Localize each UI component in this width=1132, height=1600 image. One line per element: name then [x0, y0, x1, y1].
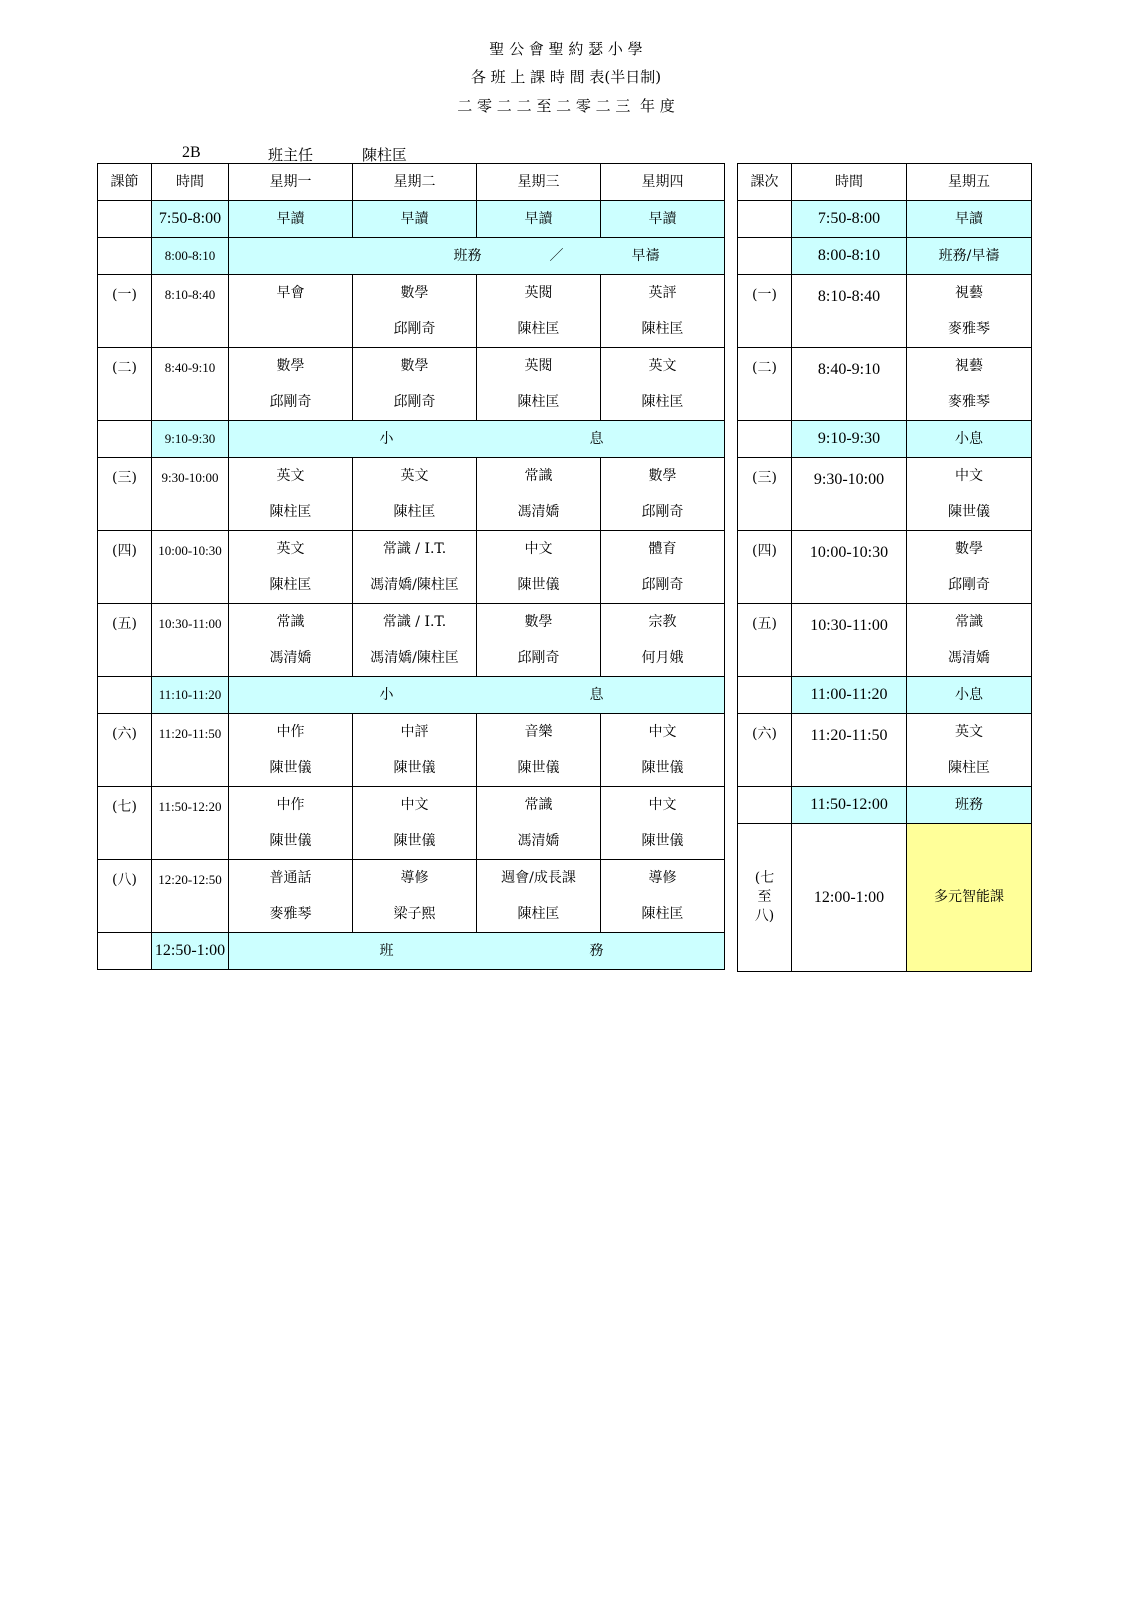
wed-subject: 英閱 — [477, 348, 601, 385]
header-time: 時間 — [792, 164, 907, 201]
header-row — [98, 164, 725, 201]
merged-cell — [229, 933, 725, 970]
time-cell: 10:30-11:00 — [152, 604, 229, 677]
table-row — [98, 458, 725, 495]
time-cell: 11:20-11:50 — [792, 714, 907, 787]
table-row — [738, 238, 1032, 275]
period-cell — [738, 238, 792, 275]
time-cell: 8:10-8:40 — [152, 275, 229, 348]
fri-cell: 班務 — [907, 787, 1032, 824]
header-fri: 星期五 — [907, 164, 1032, 201]
merged-cell — [229, 677, 725, 714]
time-cell: 10:00-10:30 — [152, 531, 229, 604]
table-row — [738, 787, 1032, 824]
period-cell: (八) — [98, 860, 152, 933]
tue-subject: 常識 / I.T. — [353, 531, 477, 568]
tue-teacher: 陳世儀 — [353, 750, 477, 787]
table-row — [738, 824, 1032, 972]
time-cell: 10:00-10:30 — [792, 531, 907, 604]
header-row — [738, 164, 1032, 201]
time-cell: 11:10-11:20 — [152, 677, 229, 714]
mon-subject: 中作 — [229, 787, 353, 824]
tue-subject: 數學 — [353, 275, 477, 312]
mon-subject: 中作 — [229, 714, 353, 751]
mon-subject: 常識 — [229, 604, 353, 641]
tue-teacher: 邱剛奇 — [353, 311, 477, 348]
merged-text-a: 班 — [379, 942, 394, 959]
time-cell: 8:10-8:40 — [792, 275, 907, 348]
time-cell: 12:00-1:00 — [792, 824, 907, 972]
thu-subject: 宗教 — [601, 604, 725, 641]
table-row — [98, 933, 725, 970]
wed-cell: 早讀 — [477, 201, 601, 238]
merged-text-a: 班務 — [453, 247, 482, 264]
table-row — [738, 604, 1032, 641]
fri-teacher: 麥雅琴 — [907, 384, 1032, 421]
mon-subject: 數學 — [229, 348, 353, 385]
thu-subject: 中文 — [601, 787, 725, 824]
time-cell: 9:30-10:00 — [792, 458, 907, 531]
merged-text-b: 息 — [589, 430, 604, 447]
merged-text-b: ／ — [549, 247, 564, 264]
tue-subject: 英文 — [353, 458, 477, 495]
thu-subject: 數學 — [601, 458, 725, 495]
table-row — [738, 201, 1032, 238]
period-cell: (六) — [98, 714, 152, 787]
fri-subject: 英文 — [907, 714, 1032, 751]
fri-teacher: 陳世儀 — [907, 494, 1032, 531]
merged-cell — [229, 421, 725, 458]
merged-text-a: 小 — [379, 430, 394, 447]
table-row — [738, 348, 1032, 385]
wed-subject: 常識 — [477, 458, 601, 495]
fri-cell: 小息 — [907, 677, 1032, 714]
time-cell: 10:30-11:00 — [792, 604, 907, 677]
fri-subject: 常識 — [907, 604, 1032, 641]
fri-cell: 多元智能課 — [907, 824, 1032, 972]
fri-subject: 數學 — [907, 531, 1032, 568]
mon-teacher: 馮清嬌 — [229, 640, 353, 677]
mon-cell: 早讀 — [229, 201, 353, 238]
timetable-title: 各 班 上 課 時 間 表(半日制) — [470, 68, 662, 86]
merged-text-b: 務 — [589, 942, 604, 959]
table-row — [98, 421, 725, 458]
tue-teacher: 邱剛奇 — [353, 384, 477, 421]
teacher-label: 班主任 — [268, 146, 314, 164]
mon-subject: 早會 — [229, 275, 353, 312]
time-cell: 11:00-11:20 — [792, 677, 907, 714]
time-cell: 11:50-12:00 — [792, 787, 907, 824]
period-cell: (四) — [738, 531, 792, 604]
school-name: 聖 公 會 聖 約 瑟 小 學 — [489, 40, 643, 58]
mon-subject: 英文 — [229, 458, 353, 495]
period-text: 至 — [757, 889, 772, 906]
time-cell: 12:50-1:00 — [152, 933, 229, 970]
thu-cell: 早讀 — [601, 201, 725, 238]
mon-teacher — [229, 311, 353, 348]
header-mon: 星期一 — [229, 164, 353, 201]
merged-text-a: 小 — [379, 686, 394, 703]
period-cell — [738, 677, 792, 714]
fri-subject: 視藝 — [907, 348, 1032, 385]
period-cell — [738, 787, 792, 824]
thu-teacher: 陳柱匡 — [601, 311, 725, 348]
mon-subject: 英文 — [229, 531, 353, 568]
tue-teacher: 陳世儀 — [353, 823, 477, 860]
tue-teacher: 梁子熙 — [353, 896, 477, 933]
time-cell: 8:40-9:10 — [152, 348, 229, 421]
table-row — [738, 275, 1032, 312]
period-cell: (七) — [98, 787, 152, 860]
table-row — [98, 787, 725, 824]
period-cell — [98, 201, 152, 238]
period-text: 八) — [754, 907, 775, 924]
timetable-mon-thu — [97, 163, 725, 970]
wed-teacher: 馮清嬌 — [477, 494, 601, 531]
fri-teacher: 馮清嬌 — [907, 640, 1032, 677]
tue-cell: 早讀 — [353, 201, 477, 238]
tue-subject: 中文 — [353, 787, 477, 824]
mon-teacher: 麥雅琴 — [229, 896, 353, 933]
period-cell: (二) — [98, 348, 152, 421]
tue-teacher: 馮清嬌/陳柱匡 — [353, 640, 477, 677]
time-cell: 9:10-9:30 — [792, 421, 907, 458]
table-row — [738, 714, 1032, 751]
mon-teacher: 陳世儀 — [229, 750, 353, 787]
wed-subject: 音樂 — [477, 714, 601, 751]
thu-teacher: 陳世儀 — [601, 823, 725, 860]
merged-text-b: 息 — [589, 686, 604, 703]
fri-teacher: 陳柱匡 — [907, 750, 1032, 787]
wed-subject: 英閱 — [477, 275, 601, 312]
fri-subject: 中文 — [907, 458, 1032, 495]
thu-teacher: 邱剛奇 — [601, 567, 725, 604]
header-time: 時間 — [152, 164, 229, 201]
table-row — [98, 238, 725, 275]
mon-teacher: 陳世儀 — [229, 823, 353, 860]
tue-subject: 導修 — [353, 860, 477, 897]
time-cell: 8:40-9:10 — [792, 348, 907, 421]
wed-teacher: 陳世儀 — [477, 567, 601, 604]
fri-cell: 班務/早禱 — [907, 238, 1032, 275]
fri-cell: 小息 — [907, 421, 1032, 458]
table-row — [738, 677, 1032, 714]
time-cell: 9:10-9:30 — [152, 421, 229, 458]
wed-subject: 中文 — [477, 531, 601, 568]
time-cell: 11:20-11:50 — [152, 714, 229, 787]
tue-teacher: 陳柱匡 — [353, 494, 477, 531]
period-cell — [738, 421, 792, 458]
mon-teacher: 邱剛奇 — [229, 384, 353, 421]
header-wed: 星期三 — [477, 164, 601, 201]
period-cell: (三) — [98, 458, 152, 531]
period-cell — [98, 421, 152, 458]
table-row — [98, 604, 725, 641]
header-thu: 星期四 — [601, 164, 725, 201]
period-cell — [98, 677, 152, 714]
fri-teacher: 邱剛奇 — [907, 567, 1032, 604]
merged-text-c: 早禱 — [631, 247, 660, 264]
period-cell: (五) — [738, 604, 792, 677]
thu-teacher: 邱剛奇 — [601, 494, 725, 531]
fri-teacher: 麥雅琴 — [907, 311, 1032, 348]
table-row — [98, 201, 725, 238]
mon-teacher: 陳柱匡 — [229, 567, 353, 604]
thu-subject: 英評 — [601, 275, 725, 312]
time-cell: 8:00-8:10 — [792, 238, 907, 275]
thu-teacher: 何月娥 — [601, 640, 725, 677]
table-row — [98, 677, 725, 714]
thu-teacher: 陳柱匡 — [601, 896, 725, 933]
wed-subject: 週會/成長課 — [477, 860, 601, 897]
school-year: 二 零 二 二 至 二 零 二 三 年 度 — [457, 97, 675, 115]
table-row — [98, 531, 725, 568]
timetable-fri — [737, 163, 1032, 972]
header-period: 課節 — [98, 164, 152, 201]
period-cell: (六) — [738, 714, 792, 787]
tue-subject: 數學 — [353, 348, 477, 385]
wed-teacher: 陳柱匡 — [477, 896, 601, 933]
time-cell: 11:50-12:20 — [152, 787, 229, 860]
wed-teacher: 陳世儀 — [477, 750, 601, 787]
wed-subject: 數學 — [477, 604, 601, 641]
time-cell: 7:50-8:00 — [152, 201, 229, 238]
period-cell — [738, 201, 792, 238]
table-row — [98, 860, 725, 897]
period-cell — [98, 238, 152, 275]
thu-subject: 體育 — [601, 531, 725, 568]
period-cell: (二) — [738, 348, 792, 421]
period-cell: (一) — [98, 275, 152, 348]
period-cell — [98, 933, 152, 970]
period-cell: (四) — [98, 531, 152, 604]
mon-teacher: 陳柱匡 — [229, 494, 353, 531]
time-cell: 8:00-8:10 — [152, 238, 229, 275]
thu-teacher: 陳柱匡 — [601, 384, 725, 421]
thu-teacher: 陳世儀 — [601, 750, 725, 787]
thu-subject: 中文 — [601, 714, 725, 751]
table-row — [98, 714, 725, 751]
table-row — [738, 531, 1032, 568]
table-row — [738, 458, 1032, 495]
wed-teacher: 陳柱匡 — [477, 384, 601, 421]
wed-teacher: 陳柱匡 — [477, 311, 601, 348]
table-row — [98, 348, 725, 385]
tue-subject: 常識 / I.T. — [353, 604, 477, 641]
period-cell: (一) — [738, 275, 792, 348]
thu-subject: 英文 — [601, 348, 725, 385]
period-cell: (三) — [738, 458, 792, 531]
period-cell: (五) — [98, 604, 152, 677]
teacher-name: 陳柱匡 — [362, 146, 408, 164]
table-row — [738, 421, 1032, 458]
period-text: (七 — [754, 870, 775, 887]
period-cell — [738, 824, 792, 972]
fri-cell: 早讀 — [907, 201, 1032, 238]
wed-subject: 常識 — [477, 787, 601, 824]
merged-cell — [229, 238, 725, 275]
class-name: 2B — [182, 144, 201, 161]
wed-teacher: 馮清嬌 — [477, 823, 601, 860]
mon-subject: 普通話 — [229, 860, 353, 897]
wed-teacher: 邱剛奇 — [477, 640, 601, 677]
tue-teacher: 馮清嬌/陳柱匡 — [353, 567, 477, 604]
fri-subject: 視藝 — [907, 275, 1032, 312]
thu-subject: 導修 — [601, 860, 725, 897]
tue-subject: 中評 — [353, 714, 477, 751]
header-period: 課次 — [738, 164, 792, 201]
header-tue: 星期二 — [353, 164, 477, 201]
time-cell: 7:50-8:00 — [792, 201, 907, 238]
time-cell: 9:30-10:00 — [152, 458, 229, 531]
time-cell: 12:20-12:50 — [152, 860, 229, 933]
table-row — [98, 275, 725, 312]
